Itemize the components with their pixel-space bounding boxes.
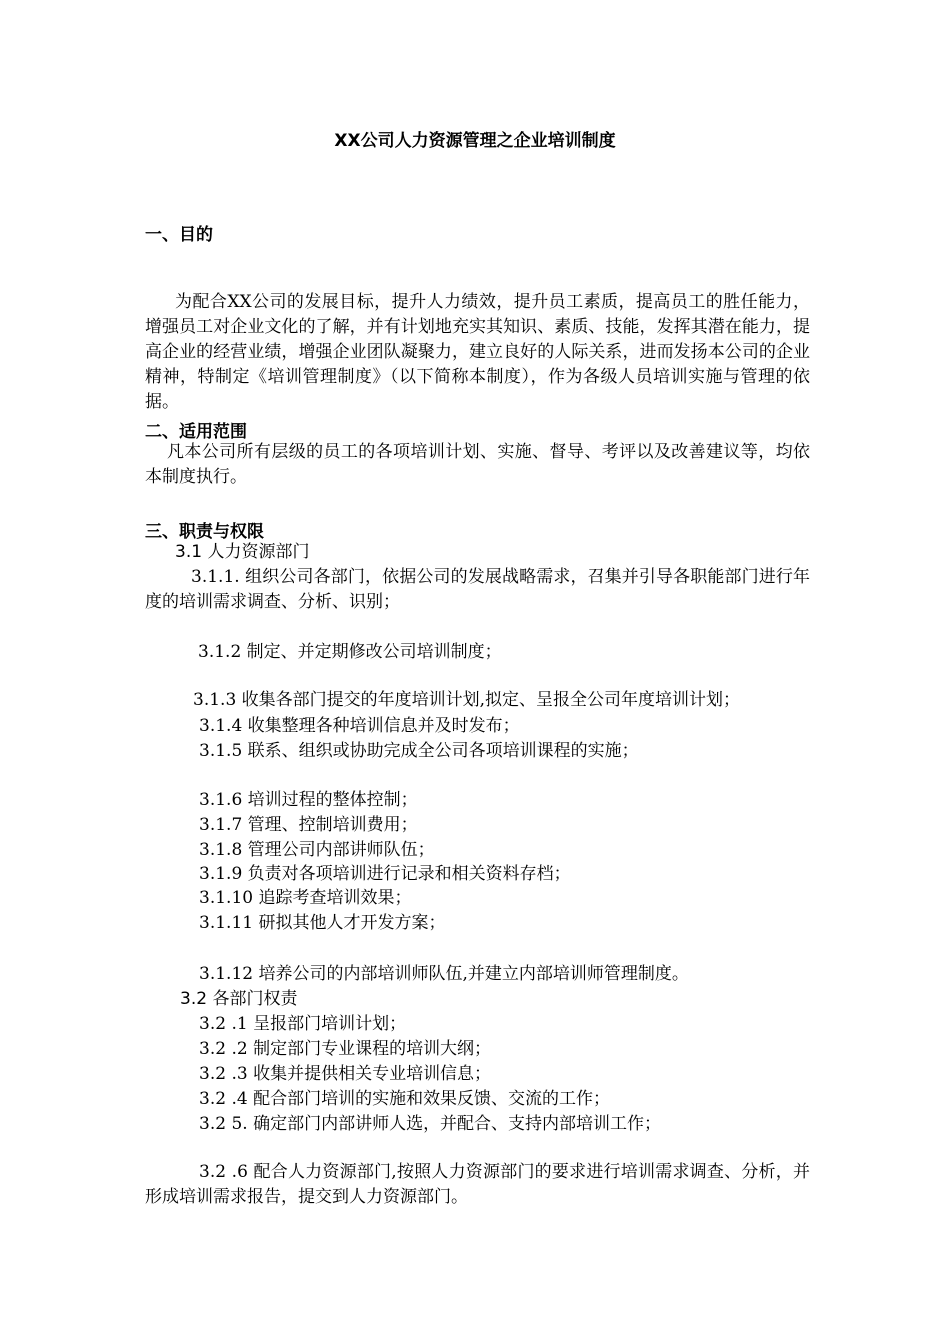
list-item-3-2-2: 3.2 .2 制定部门专业课程的培训大纲； bbox=[199, 1039, 492, 1059]
list-item-3-1-10: 3.1.10 追踪考查培训效果； bbox=[199, 888, 412, 908]
section-3-heading: 三、职责与权限 bbox=[145, 522, 264, 542]
list-item-3-2-3: 3.2 .3 收集并提供相关专业培训信息； bbox=[199, 1064, 492, 1084]
subsection-3-2-heading: 3.2 各部门权责 bbox=[180, 989, 298, 1009]
list-item-3-1-1: 3.1.1. 组织公司各部门，依据公司的发展战略需求，召集并引导各职能部门进行年度的培训需求调查、分析、识别； bbox=[145, 567, 810, 612]
list-item-3-1-9: 3.1.9 负责对各项培训进行记录和相关资料存档； bbox=[199, 864, 571, 884]
list-item-3-1-11: 3.1.11 研拟其他人才开发方案； bbox=[199, 913, 446, 933]
list-item-3-2-5: 3.2 5. 确定部门内部讲师人选，并配合、支持内部培训工作； bbox=[199, 1114, 662, 1134]
page-title: XX公司人力资源管理之企业培训制度 bbox=[334, 131, 616, 151]
list-item-3-1-3: 3.1.3 收集各部门提交的年度培训计划,拟定、呈报全公司年度培训计划； bbox=[193, 690, 741, 710]
list-item-3-2-4: 3.2 .4 配合部门培训的实施和效果反馈、交流的工作； bbox=[199, 1089, 611, 1109]
list-item-3-1-12: 3.1.12 培养公司的内部培训师队伍,并建立内部培训师管理制度。 bbox=[199, 964, 689, 984]
section-1-heading: 一、目的 bbox=[145, 225, 213, 245]
section-2-heading: 二、适用范围 bbox=[145, 422, 247, 442]
list-item-3-1-4: 3.1.4 收集整理各种培训信息并及时发布； bbox=[199, 716, 520, 736]
section-1-paragraph: 为配合XX公司的发展目标，提升人力绩效，提升员工素质，提高员工的胜任能力，增强员工对企业文化的了解，并有计划地充实其知识、素质、技能，发挥其潜在能力，提高企业的经营业绩，增强企业团队凝聚力，建立良好的人际关系，进而发扬本公司的企业精神，特制定《培训管理制度》（以下简称本制度），作为各级人员培训实施与管理的依据。 bbox=[145, 292, 810, 412]
list-item-3-2-6: 3.2 .6 配合人力资源部门,按照人力资源部门的要求进行培训需求调查、分析，并形成培训需求报告，提交到人力资源部门。 bbox=[145, 1162, 810, 1207]
section-2-paragraph: 凡本公司所有层级的员工的各项培训计划、实施、督导、考评以及改善建议等，均依本制度执行。 bbox=[145, 442, 810, 487]
subsection-3-1-heading: 3.1 人力资源部门 bbox=[175, 542, 310, 562]
list-item-3-1-2: 3.1.2 制定、并定期修改公司培训制度； bbox=[198, 642, 502, 662]
list-item-3-1-6: 3.1.6 培训过程的整体控制； bbox=[199, 790, 418, 810]
list-item-3-1-7: 3.1.7 管理、控制培训费用； bbox=[199, 815, 418, 835]
list-item-3-1-8: 3.1.8 管理公司内部讲师队伍； bbox=[199, 840, 435, 860]
list-item-3-1-5: 3.1.5 联系、组织或协助完成全公司各项培训课程的实施； bbox=[199, 741, 639, 761]
list-item-3-2-1: 3.2 .1 呈报部门培训计划； bbox=[199, 1014, 407, 1034]
